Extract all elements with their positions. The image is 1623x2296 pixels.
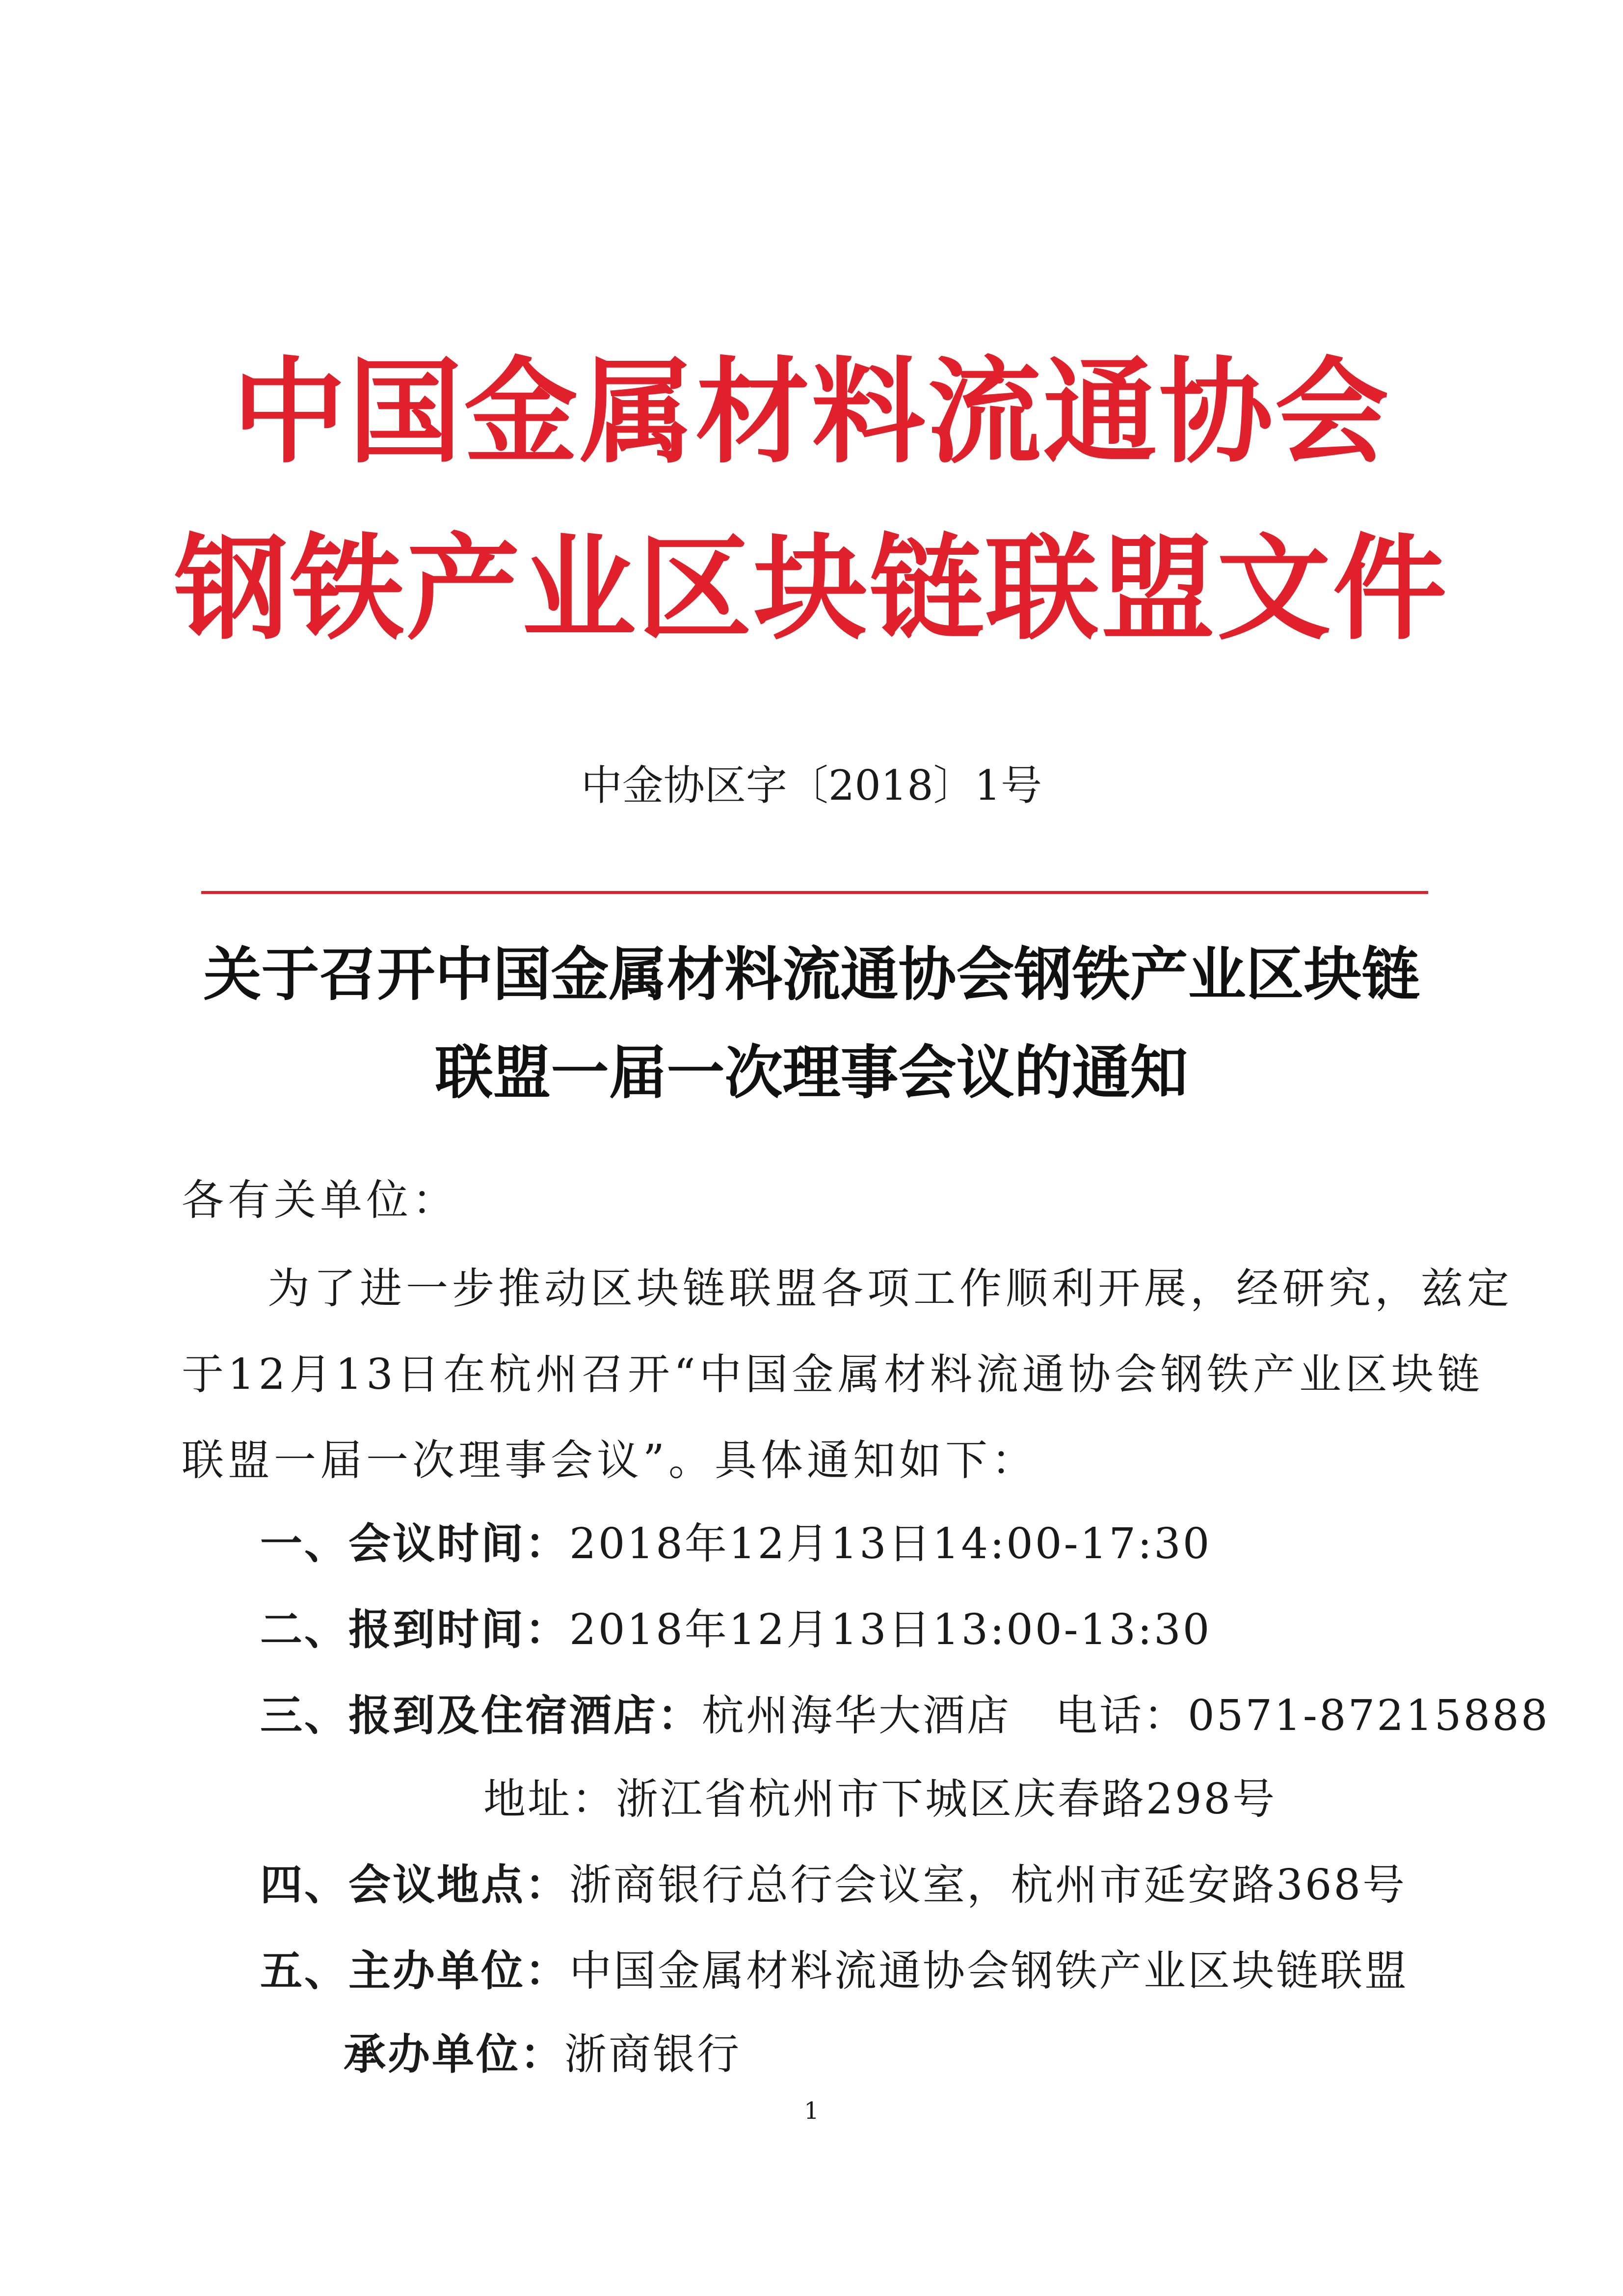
item-hotel xyxy=(260,1689,1550,1743)
paragraph-line: 为了进一步推动区块链联盟各项工作顺利开展，经研究，兹定 xyxy=(267,1264,1513,1313)
item-label: 三、报到及住宿酒店： xyxy=(260,1691,702,1740)
item-value: 浙商银行总行会议室，杭州市延安路368号 xyxy=(569,1861,1407,1910)
item-label: 一、会议时间： xyxy=(260,1519,569,1568)
item-value: 2018年12月13日14:00-17:30 xyxy=(569,1519,1212,1568)
hotel-address: 地址：浙江省杭州市下城区庆春路298号 xyxy=(483,1775,1277,1824)
red-divider-line xyxy=(201,891,1428,894)
header-doc-type: 钢铁产业区块链联盟文件 xyxy=(174,523,1449,655)
item-label: 承办单位： xyxy=(344,2030,564,2079)
paragraph-line: 于12月13日在杭州召开“中国金属材料流通协会钢铁产业区块链 xyxy=(182,1350,1484,1399)
header-org-name: 中国金属材料流通协会 xyxy=(232,346,1391,479)
paragraph-line: 联盟一届一次理事会议”。具体通知如下： xyxy=(182,1436,1038,1485)
item-value: 杭州海华大酒店 电话：0571-87215888 xyxy=(702,1691,1550,1740)
notice-title-line-1: 关于召开中国金属材料流通协会钢铁产业区块链 xyxy=(203,941,1420,1008)
item-meeting-time xyxy=(260,1517,1211,1571)
item-value: 中国金属材料流通协会钢铁产业区块链联盟 xyxy=(569,1946,1409,1996)
item-meeting-venue xyxy=(260,1858,1407,1912)
item-co-organizer xyxy=(344,2027,741,2081)
document-number: 中金协区字〔2018〕1号 xyxy=(581,761,1042,810)
item-label: 四、会议地点： xyxy=(260,1861,569,1910)
item-value: 浙商银行 xyxy=(564,2030,741,2079)
item-label: 五、主办单位： xyxy=(260,1946,569,1996)
item-organizer xyxy=(260,1944,1409,1998)
item-label: 二、报到时间： xyxy=(260,1605,569,1654)
item-checkin-time xyxy=(260,1603,1211,1657)
notice-title-line-2: 联盟一届一次理事会议的通知 xyxy=(435,1039,1188,1107)
salutation: 各有关单位： xyxy=(182,1176,458,1225)
page-number: 1 xyxy=(804,2097,819,2125)
item-value: 2018年12月13日13:00-13:30 xyxy=(569,1605,1212,1654)
